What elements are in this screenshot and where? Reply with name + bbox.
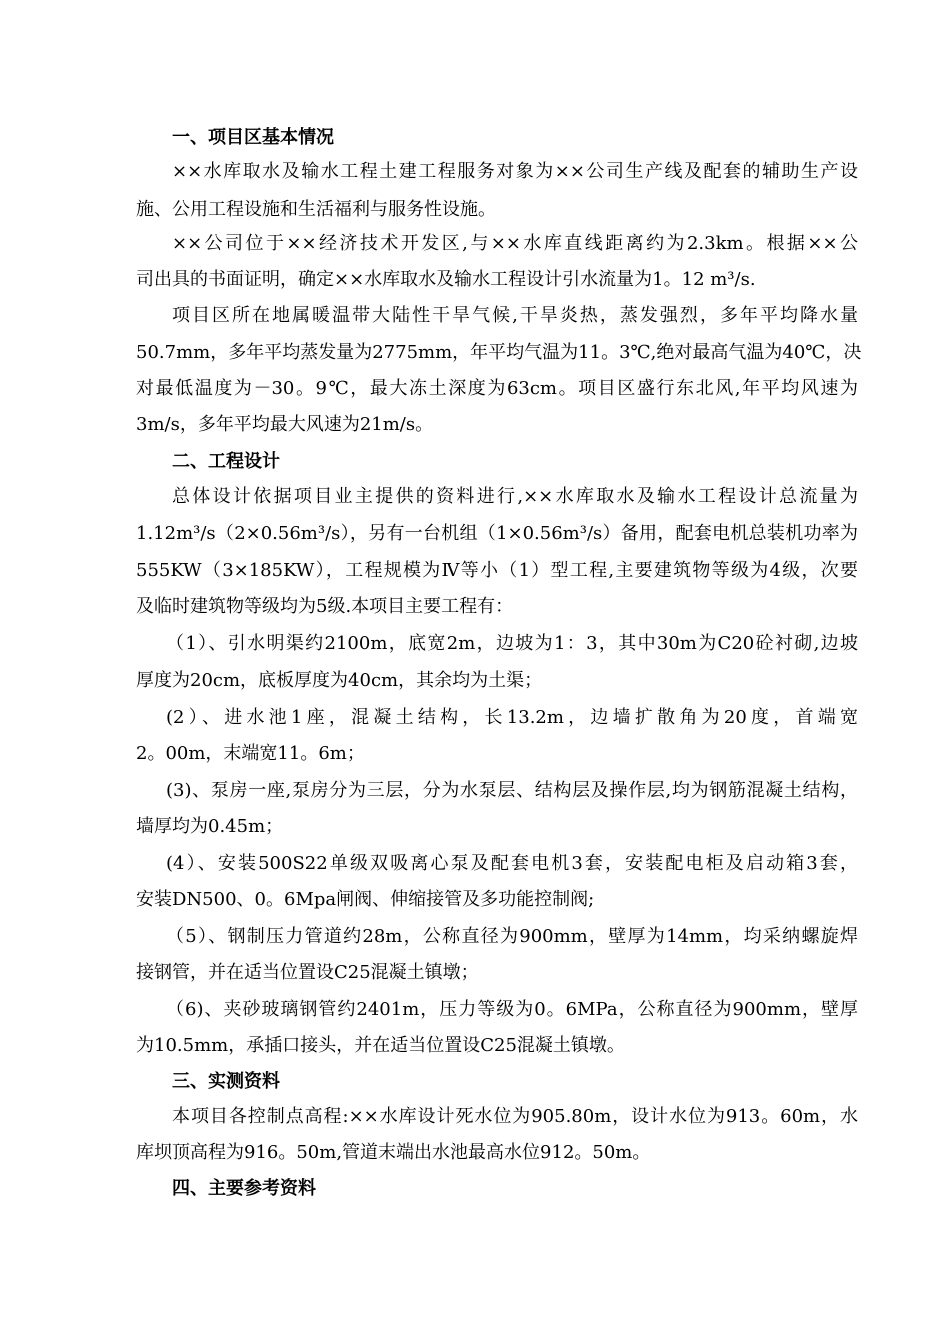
list-item-line: 墙厚均为0.45m； xyxy=(136,816,284,837)
list-item-line: 接钢管，并在适当位置设C25混凝土镇墩； xyxy=(136,962,479,983)
paragraph-line: 本项目各控制点高程:××水库设计死水位为905.80m，设计水位为913。60m，水 xyxy=(172,1106,858,1127)
paragraph-line: 及临时建筑物等级均为5级.本项目主要工程有： xyxy=(136,596,514,617)
list-item-line: 厚度为20cm，底板厚度为40cm，其余均为土渠； xyxy=(136,670,543,691)
list-item-line: 为10.5mm，承插口接头，并在适当位置设C25混凝土镇墩。 xyxy=(136,1035,625,1056)
paragraph-line: ××公司位于××经济技术开发区,与××水库直线距离约为2.3km。根据××公 xyxy=(172,233,858,254)
list-item-line: （6)、夹砂玻璃钢管约2401m，压力等级为0。6MPa，公称直径为900mm，壁厚 xyxy=(166,999,858,1020)
section-heading-3: 三、实测资料 xyxy=(172,1071,280,1092)
paragraph-line: 1.12m³/s（2×0.56m³/s），另有一台机组（1×0.56m³/s）备用，配套电机总装机功率为 xyxy=(136,523,858,544)
paragraph-line: 555KW（3×185KW），工程规模为Ⅳ等小（1）型工程,主要建筑物等级为4级，次要 xyxy=(136,560,858,581)
section-heading-4: 四、主要参考资料 xyxy=(172,1178,316,1199)
paragraph-line: 3m/s，多年平均最大风速为21m/s。 xyxy=(136,414,434,435)
list-item-line: (3)、泵房一座,泵房分为三层，分为水泵层、结构层及操作层,均为钢筋混凝土结构， xyxy=(166,780,858,801)
list-item-line: 安装DN500、0。6Mpa闸阀、伸缩接管及多功能控制阀; xyxy=(136,889,595,910)
paragraph-line: ××水库取水及输水工程土建工程服务对象为××公司生产线及配套的辅助生产设 xyxy=(172,161,858,182)
paragraph-line: 施、公用工程设施和生活福利与服务性设施。 xyxy=(136,199,496,220)
paragraph-line: 总体设计依据项目业主提供的资料进行,××水库取水及输水工程设计总流量为 xyxy=(172,486,858,507)
paragraph-line: 对最低温度为－30。9℃，最大冻土深度为63cm。项目区盛行东北风,年平均风速为 xyxy=(136,378,858,399)
list-item-line: 2。00m，末端宽11。6m； xyxy=(136,743,365,764)
list-item-line: （5）、钢制压力管道约28m，公称直径为900mm，壁厚为14mm，均采纳螺旋焊 xyxy=(166,926,858,947)
list-item-line: (2）、进水池1座，混凝土结构，长13.2m，边墙扩散角为20度，首端宽 xyxy=(166,707,858,728)
paragraph-line: 50.7mm，多年平均蒸发量为2775mm，年平均气温为11。3℃,绝对最高气温为40℃，决 xyxy=(136,342,862,363)
section-heading-1: 一、项目区基本情况 xyxy=(172,127,334,148)
section-heading-2: 二、工程设计 xyxy=(172,451,280,472)
list-item-line: （1）、引水明渠约2100m，底宽2m，边坡为1：3，其中30m为C20砼衬砌,边坡 xyxy=(166,633,858,654)
paragraph-line: 司出具的书面证明，确定××水库取水及输水工程设计引水流量为1。12 m³/s. xyxy=(136,269,756,290)
paragraph-line: 库坝顶高程为916。50m,管道末端出水池最高水位912。50m。 xyxy=(136,1142,651,1163)
paragraph-line: 项目区所在地属暖温带大陆性干旱气候,干旱炎热，蒸发强烈，多年平均降水量 xyxy=(172,305,858,326)
list-item-line: (4）、安装500S22单级双吸离心泵及配套电机3套，安装配电柜及启动箱3套， xyxy=(166,853,858,874)
